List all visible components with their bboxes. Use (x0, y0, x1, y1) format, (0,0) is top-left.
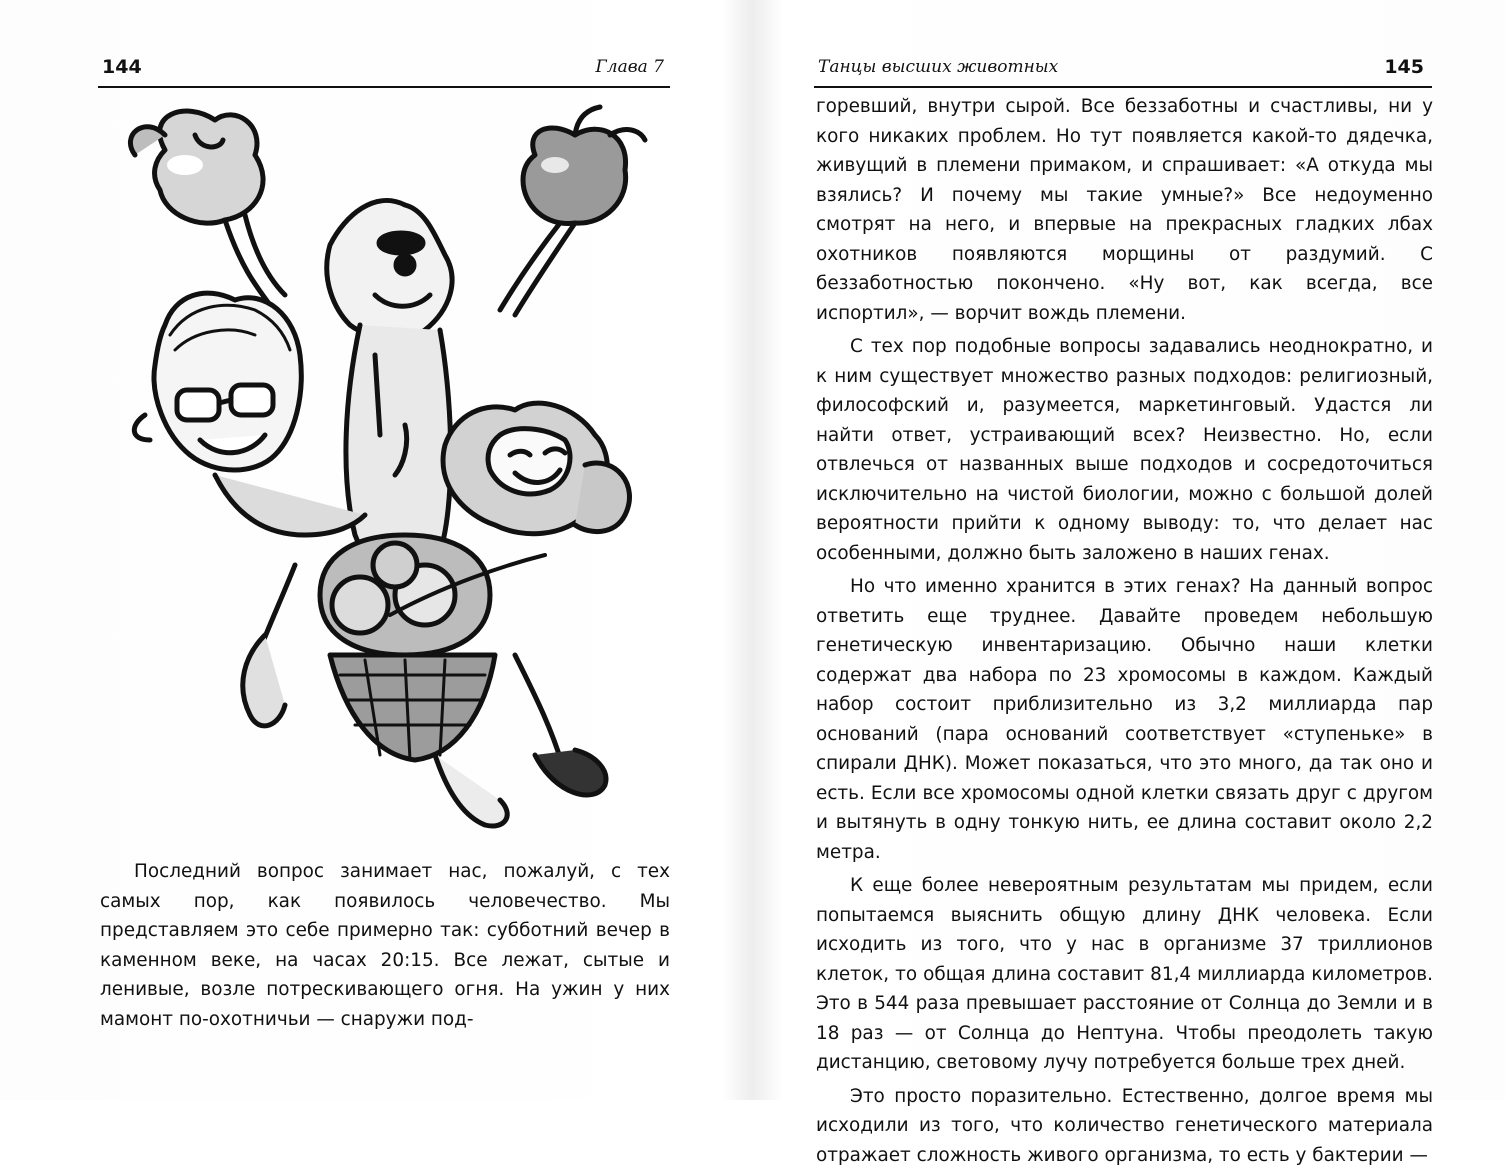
paragraph: горевший, внутри сырой. Все беззаботны и счастливы, ни у кого никаких проблем. Но тут появляется какой-то дядечка, живущий в племени примаком, и спрашивает: «А откуда мы взялись? И почему мы такие умные?» Все недоуменно смотрят на него, и впервые на прекрасных гладких лбах охотников появляются морщины от раздумий. С беззаботностью покончено. «Ну вот, как всегда, все испортил», — ворчит вождь племени. (816, 92, 1433, 328)
page-number-left: 144 (102, 56, 142, 78)
right-body-text (816, 92, 1433, 1170)
basket-with-apples (320, 535, 545, 760)
right-running-head (814, 52, 1432, 88)
left-running-head (98, 52, 670, 88)
right-apple-icon (523, 107, 645, 223)
smiling-woman (443, 403, 629, 534)
chapter-title: Глава 7 (596, 57, 664, 77)
paragraph: Последний вопрос занимает нас, пожалуй, с тех самых пор, как появилось человечество. Мы представляем это себе примерно так: субботний вечер в каменном веке, на часах 20:15. Все лежат, сытые и ленивые, возле потрескивающего огня. На ужин у них мамонт по-охотничьи — снаружи под- (100, 857, 670, 1034)
paragraph: К еще более невероятным результатам мы придем, если попытаемся выяснить общую длину ДНК человека. Если исходить из того, что у нас в организме 37 триллионов клеток, то общая длина составит 81,4 миллиарда километров. Это в 544 раза превышает расстояние от Солнца до Земли и в 18 раз — от Солнца до Нептуна. Чтобы преодолеть такую дистанцию, световому лучу потребуется больше трех дней. (816, 871, 1433, 1078)
paragraph: Это просто поразительно. Естественно, долгое время мы исходили из того, что количество генетического материала отражает сложность живого организма, то есть у бактерии — (816, 1082, 1433, 1170)
paragraph: Но что именно хранится в этих генах? На данный вопрос ответить еще труднее. Давайте проведем небольшую генетическую инвентаризацию. Обычно наши клетки содержат два набора по 23 хромосомы в каждом. Каждый набор состоит приблизительно из 3,2 миллиарда пар оснований (пара оснований соответствует «ступеньке» в спирали ДНК). Может показаться, что это много, да так оно и есть. Если все хромосомы одной клетки связать друг с другом и вытянуть в одну тонкую нить, ее длина составит около 2,2 метра. (816, 572, 1433, 867)
right-page (752, 0, 1505, 1100)
glasses-man (134, 293, 365, 535)
left-body-text (100, 857, 670, 1034)
paragraph: С тех пор подобные вопросы задавались неоднократно, и к ним существует множество разных подходов: религиозный, философский и, разумеется, маркетинговый. Удастся ли найти ответ, устраивающий всех? Неизвестно. Но, если отвлечься от названных выше подходов и сосредоточиться исключительно на чистой биологии, можно с большой долей вероятности прийти к одному выводу: то, что делает нас особенными, должно быть заложено в наших генах. (816, 332, 1433, 568)
section-title: Танцы высших животных (818, 57, 1058, 77)
page-number-right: 145 (1384, 56, 1424, 78)
left-apple-icon (130, 111, 263, 223)
cartoon-illustration (105, 95, 675, 835)
left-page (0, 0, 752, 1100)
